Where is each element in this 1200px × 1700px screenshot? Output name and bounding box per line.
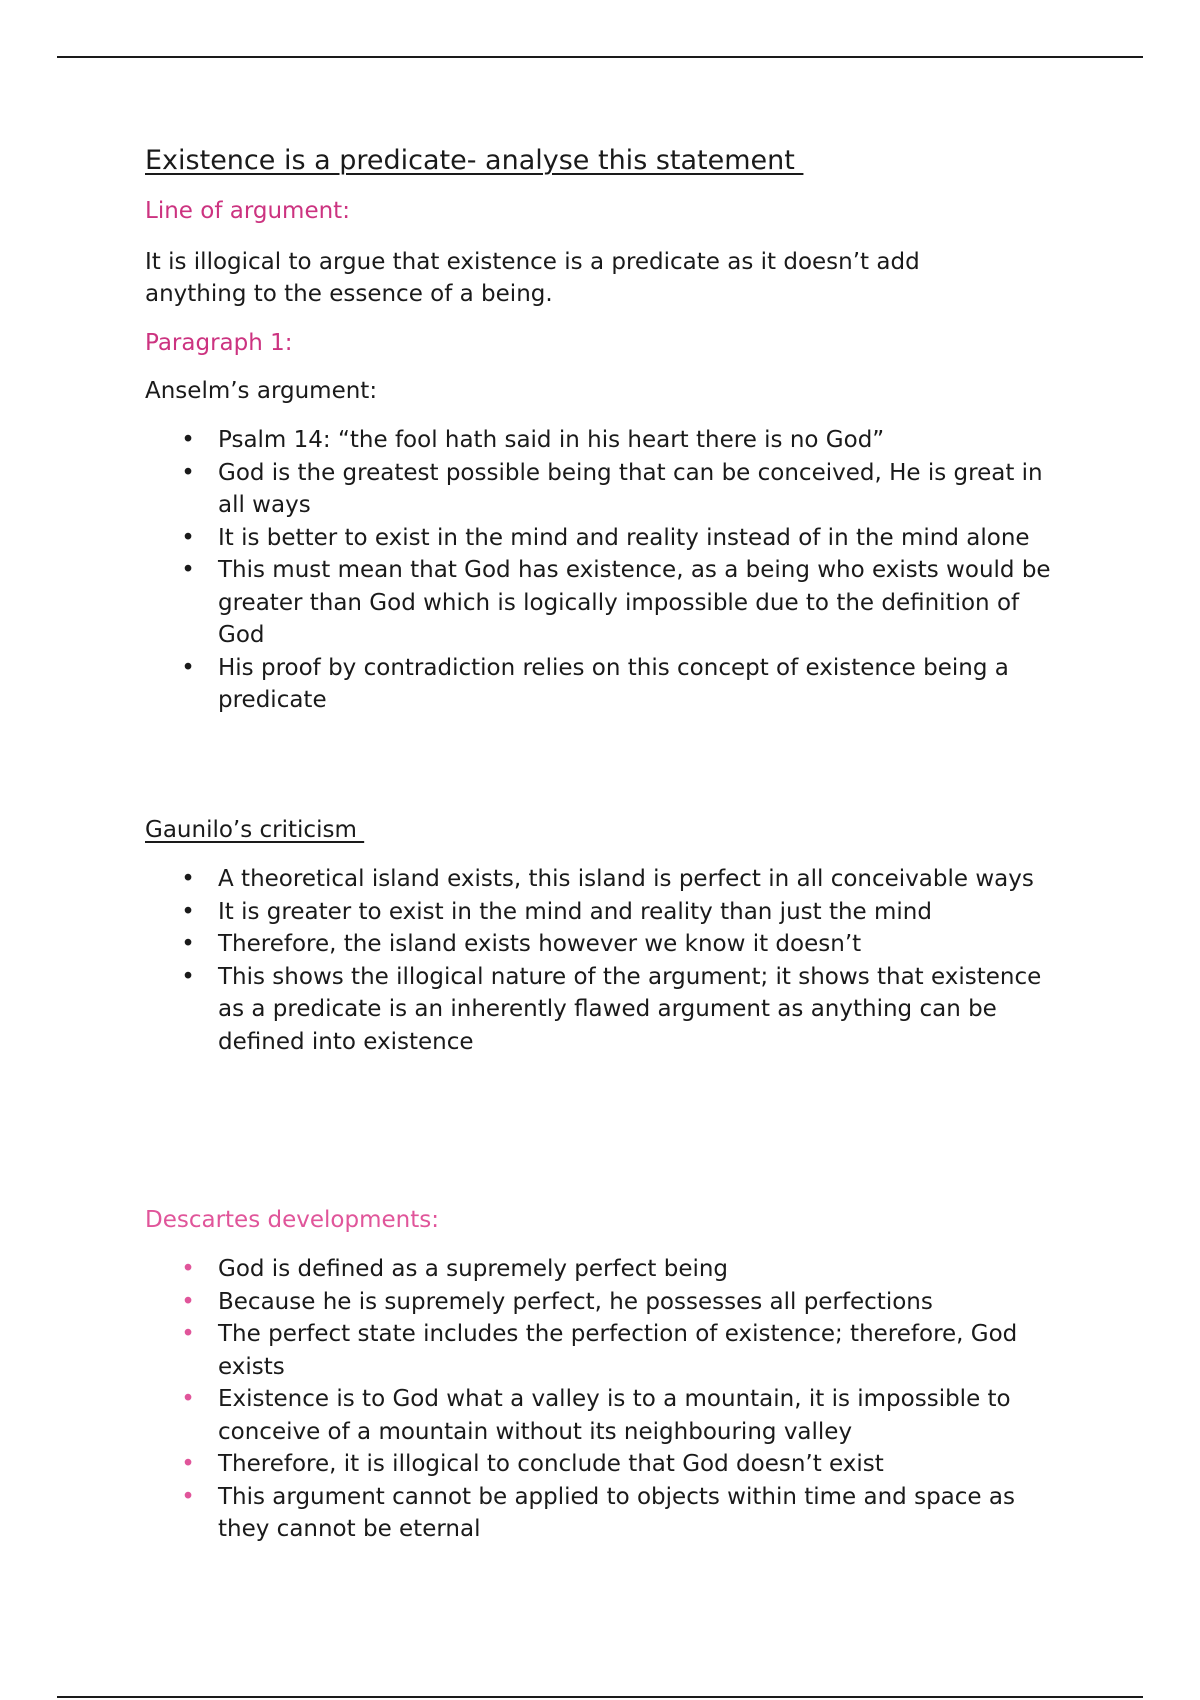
list-item bbox=[145, 1286, 1065, 1319]
bullet-icon: • bbox=[181, 524, 195, 551]
list-item-text: A theoretical island exists, this island is perfect in all conceivable ways bbox=[218, 866, 1034, 892]
list-item-text: The perfect state includes the perfection of existence; therefore, God exists bbox=[218, 1321, 1018, 1380]
page-top-rule bbox=[57, 56, 1143, 58]
list-item bbox=[145, 1448, 1065, 1481]
list-item-text: His proof by contradiction relies on this concept of existence being a predicate bbox=[218, 654, 1009, 713]
list-item bbox=[145, 928, 1065, 961]
gaunilo-heading: Gaunilo’s criticism bbox=[145, 817, 365, 843]
bullet-icon: • bbox=[181, 931, 195, 957]
bullet-icon: • bbox=[181, 427, 195, 453]
bullet-icon: • bbox=[181, 654, 195, 681]
list-item bbox=[145, 457, 1065, 522]
line-of-argument-text: It is illogical to argue that existence is a predicate as it doesn’t add anything to the essence of a being. bbox=[145, 249, 920, 307]
list-item-text: This must mean that God has existence, as a being who exists would be greater than God which is logically impossible due to the definition of God bbox=[218, 557, 1051, 648]
list-item-text: God is defined as a supremely perfect being bbox=[218, 1256, 729, 1282]
list-item bbox=[145, 554, 1065, 652]
bullet-icon: • bbox=[181, 1288, 195, 1315]
bullet-icon: • bbox=[181, 459, 195, 486]
descartes-heading: Descartes developments: bbox=[145, 1207, 439, 1233]
line-of-argument-heading: Line of argument: bbox=[145, 198, 350, 224]
list-item-text: Because he is supremely perfect, he possesses all perfections bbox=[218, 1288, 933, 1315]
bullet-icon: • bbox=[181, 557, 195, 583]
bullet-icon: • bbox=[181, 1321, 195, 1347]
list-item bbox=[145, 1383, 1065, 1448]
list-item-text: It is better to exist in the mind and reality instead of in the mind alone bbox=[218, 524, 1030, 551]
document-title: Existence is a predicate- analyse this statement bbox=[145, 145, 804, 176]
anselm-heading: Anselm’s argument: bbox=[145, 378, 378, 404]
list-item-text: This shows the illogical nature of the argument; it shows that existence as a predicate is an inherently flawed argument as anything can be defined into existence bbox=[218, 963, 1042, 1055]
list-item-text: God is the greatest possible being that can be conceived, He is great in all ways bbox=[218, 459, 1043, 518]
list-item bbox=[145, 961, 1065, 1059]
list-item-text: Existence is to God what a valley is to a mountain, it is impossible to conceive of a mountain without its neighbouring valley bbox=[218, 1386, 1011, 1445]
list-item bbox=[145, 652, 1065, 717]
gaunilo-points-list bbox=[145, 863, 1065, 1058]
bullet-icon: • bbox=[181, 1483, 195, 1510]
paragraph-1-heading: Paragraph 1: bbox=[145, 330, 293, 356]
list-item-text: Psalm 14: “the fool hath said in his heart there is no God” bbox=[218, 427, 885, 453]
list-item bbox=[145, 863, 1065, 896]
anselm-points-list bbox=[145, 424, 1065, 717]
list-item-text: Therefore, the island exists however we know it doesn’t bbox=[218, 931, 862, 957]
list-item bbox=[145, 1481, 1065, 1546]
list-item-text: Therefore, it is illogical to conclude that God doesn’t exist bbox=[218, 1451, 884, 1477]
list-item bbox=[145, 522, 1065, 555]
list-item-text: This argument cannot be applied to objects within time and space as they cannot be eternal bbox=[218, 1483, 1015, 1542]
list-item bbox=[145, 1318, 1065, 1383]
list-item bbox=[145, 1253, 1065, 1286]
bullet-icon: • bbox=[181, 1256, 195, 1282]
bullet-icon: • bbox=[181, 1386, 195, 1412]
bullet-icon: • bbox=[181, 898, 195, 925]
bullet-icon: • bbox=[181, 963, 195, 990]
list-item bbox=[145, 896, 1065, 929]
list-item-text: It is greater to exist in the mind and reality than just the mind bbox=[218, 898, 932, 925]
bullet-icon: • bbox=[181, 866, 195, 892]
descartes-points-list bbox=[145, 1253, 1065, 1546]
bullet-icon: • bbox=[181, 1451, 195, 1477]
list-item bbox=[145, 424, 1065, 457]
page-bottom-rule bbox=[57, 1696, 1143, 1698]
